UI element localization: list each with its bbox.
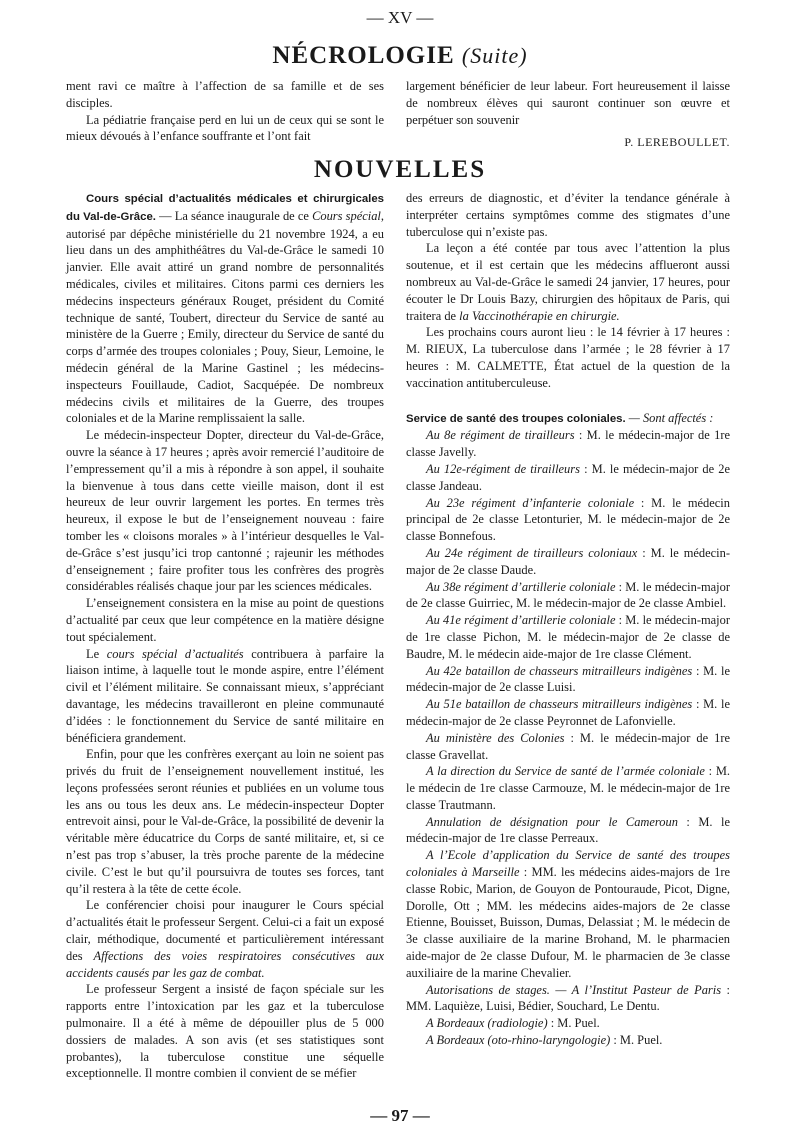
service-item: Au 38e régiment d’artillerie coloniale : M. le médecin-major de 2e classe Guirriec, M. le médecin-major de 2e classe Ambiel. <box>406 579 730 611</box>
service-heading-line: Service de santé des troupes coloniales. — Sont affectés : <box>406 410 714 425</box>
service-item: Au 24e régiment de tirailleurs coloniaux : M. le médecin-major de 2e classe Daude. <box>406 545 731 577</box>
necrologie-signature: P. LEREBOULLET. <box>624 135 730 150</box>
necrologie-left-column <box>66 78 384 145</box>
cours-para-10: Les prochains cours auront lieu : le 14 février à 17 heures : M. RIEUX, La tuberculose dans l’armée ; le 28 février à 17 heures : M. CALMETTE, État actuel de la question de la vaccination antituberculeuse. <box>406 325 730 390</box>
service-item: Autorisations de stages. — A l’Institut Pasteur de Paris : MM. Laquièze, Luisi, Bédier, Souchard, Le Dentu. <box>406 982 730 1014</box>
cours-para-1: Cours spécial d’actualités médicales et chirurgicales du Val-de-Grâce. — La séance inaugurale de ce Cours spécial, autorisé par dépêche ministérielle du 21 novembre 1924, a eu lieu dans un des amphithéâtres du Val-de-Grâce le samedi 10 janvier. Elle avait attiré un grand nombre de personnalités médicales, civiles et militaires. Citons parmi ces derniers les médecins inspecteurs généraux Rouget, président du Comité technique de santé, Toubert, directeur du Service de santé au ministère de la Guerre ; Emily, directeur du Service de santé du corps d’armée des troupes coloniales ; Pouy, Sieur, Lemoine, le médecin général de la Marine Gastinel ; les médecins-inspecteurs Fouillaude, Cadiot, Sacquépée. De nombreux médecins civils et militaires de la Guerre, des troupes coloniales et de la Marine remplissaient la salle. <box>66 193 384 426</box>
service-item: A Bordeaux (oto-rhino-laryngologie) : M. Puel. <box>426 1033 663 1048</box>
cours-heading: Cours spécial d’actualités médicales et chirurgicales du Val-de-Grâce. <box>66 193 384 223</box>
necrologie-right-column <box>406 78 730 151</box>
service-item: Au 51e bataillon de chasseurs mitrailleurs indigènes : M. le médecin-major de 2e classe Peyronnet de Lafonvielle. <box>406 697 730 728</box>
cours-para-8: des erreurs de diagnostic, et d’éviter la tendance générale à interpréter certains symptômes comme des stigmates d’une tuberculose qui n’existe pas. <box>406 191 730 239</box>
cours-para-7: Le professeur Sergent a insisté de façon spéciale sur les rapports entre l’intoxication par les gaz et la tuberculose pulmonaire. Il a été à même de dépouiller plus de 5 000 dossiers de malades. A son avis (et ses statistiques sont probantes), la tuberculose constitue une séquelle exceptionnelle. Il montre combien il convient de se méfier <box>66 982 384 1081</box>
service-heading: Service de santé des troupes coloniales. <box>406 412 626 425</box>
service-list <box>406 427 730 1048</box>
service-item: Au 41e régiment d’artillerie coloniale : M. le médecin-major de 1re classe Pichon, M. le médecin-major de 2e classe de Baudre, M. le médecin aide-major de 1re classe Clément. <box>406 613 730 661</box>
necrologie-title <box>0 42 800 70</box>
service-item: A la direction du Service de santé de l’armée coloniale : M. le médecin de 1re classe Carmouze, M. le médecin-major de 1re classe Trautmann. <box>406 764 730 812</box>
service-item: Au 23e régiment d’infanterie coloniale : M. le médecin principal de 2e classe Letonturier, M. le médecin-major de 2e classe Bonnefous. <box>406 495 730 544</box>
service-item: A l’Ecole d’application du Service de santé des troupes coloniales à Marseille : MM. les médecins aides-majors de 1re classe Robic, Marion, de Gouyon de Pontouraude, Picot, Digne, Dorolle, Ott ; MM. les médecins aides-majors de 2e classe Etienne, Bouisset, Buisson, Dumas, Delassiat ; M. le médecin de 3e classe auxiliaire de la marine Brohand, M. le pharmacien aide-major de 2e classe Dufour, M. le pharmacien de 3e classe auxiliaire de la marine Chevalier. <box>406 848 730 980</box>
page-number: — 97 — <box>370 1106 430 1125</box>
service-item: Au 42e bataillon de chasseurs mitrailleurs indigènes : M. le médecin-major de 2e classe Luisi. <box>406 663 730 695</box>
service-item: A Bordeaux (radiologie) : M. Puel. <box>426 1016 600 1031</box>
necrologie-heading: NÉCROLOGIE <box>272 42 455 69</box>
nouvelles-left-column <box>66 190 384 1082</box>
necrologie-para-2: La pédiatrie française perd en lui un de ceux qui se sont le mieux dévoués à l’enfance souffrante et l’ont fait <box>66 112 384 144</box>
cours-para-5: Enfin, pour que les confrères exerçant au loin ne soient pas privés du fruit de l’enseignement nouvellement institué, les leçons professées seront réunies et publiées en un volume tous les ans ou tous les deux ans. Le médecin-inspecteur Dopter entrevoit ainsi, pour le Val-de-Grâce, la possibilité de devenir la véritable mère éducatrice du Corps de santé militaire, et, si ce n’est pas trop s’abuser, la très proche parente de la médecine civile. C’est le but qu’il poursuivra de toutes ses forces, tant qu’il restera à la tête de cette école. <box>66 747 384 896</box>
necrologie-suite: (Suite) <box>461 43 528 68</box>
cours-para-2: Le médecin-inspecteur Dopter, directeur du Val-de-Grâce, ouvre la séance à 17 heures ; après avoir remercié l’auditoire de l’empressement qu’il a mis à répondre à son appel, il souhaite la bienvenue à tous dans cette vieille maison, dont il est heureux de leur ouvrir largement les portes. En termes très heureux, il expose le but de l’enseignement nouveau : faire tomber les « cloisons morales » à l’intérieur desquelles le Val-de-Grâce s’est jusqu’ici trop cantonné ; rajeunir les méthodes d’enseignement ; faire profiter tous les confrères des progrès considérables réalisés chaque jour par les sciences médicales. <box>66 428 384 594</box>
cours-para-4: Le cours spécial d’actualités contribuera à parfaire la liaison intime, à laquelle tout le monde aspire, entre l’élément civil et l’élément militaire. Se connaissant mieux, s’appréciant davantage, les médecins travailleront en pleine communauté d’idées : le fonctionnement du Service de santé militaire en bénéficiera grandement. <box>66 646 384 745</box>
service-item: Annulation de désignation pour le Cameroun : M. le médecin-major de 1re classe Perreaux. <box>406 814 730 846</box>
cours-para-3: L’enseignement consistera en la mise au point de questions d’actualité par ceux que leur compétence en la matière désigne tout spécialement. <box>66 596 384 644</box>
roman-page-number: — XV — <box>366 8 434 27</box>
necrologie-para-1: ment ravi ce maître à l’affection de sa famille et de ses disciples. <box>66 79 384 110</box>
service-item: Au 12e-régiment de tirailleurs : M. le médecin-major de 2e classe Jandeau. <box>406 461 731 493</box>
section-gap <box>406 392 730 410</box>
cours-para-6: Le conférencier choisi pour inaugurer le Cours spécial d’actualités était le professeur Sergent. Celui-ci a fait un exposé clair, méthodique, documenté et particulièrement intéressant des Affections des voies respiratoires consécutives aux accidents causés par les gaz de combat. <box>66 898 384 980</box>
service-item: Au ministère des Colonies : M. le médecin-major de 1re classe Gravellat. <box>406 730 730 762</box>
service-item: Au 8e régiment de tirailleurs : M. le médecin-major de 1re classe Javelly. <box>406 428 730 460</box>
nouvelles-title: NOUVELLES <box>313 156 487 183</box>
cours-para-9: La leçon a été contée par tous avec l’attention la plus soutenue, et il est certain que les médecins afflueront aussi nombreux au Val-de-Grâce le samedi 24 janvier, 17 heures, pour écouter le Dr Louis Bazy, chirurgien des hôpitaux de Paris, qui traitera de la Vaccinothérapie en chirurgie. <box>406 241 730 323</box>
necrologie-para-3: largement bénéficier de leur labeur. Fort heureusement il laisse de nombreux élèves qui sauront continuer son œuvre et perpétuer son souvenir <box>406 79 730 127</box>
nouvelles-right-column <box>406 190 730 1049</box>
